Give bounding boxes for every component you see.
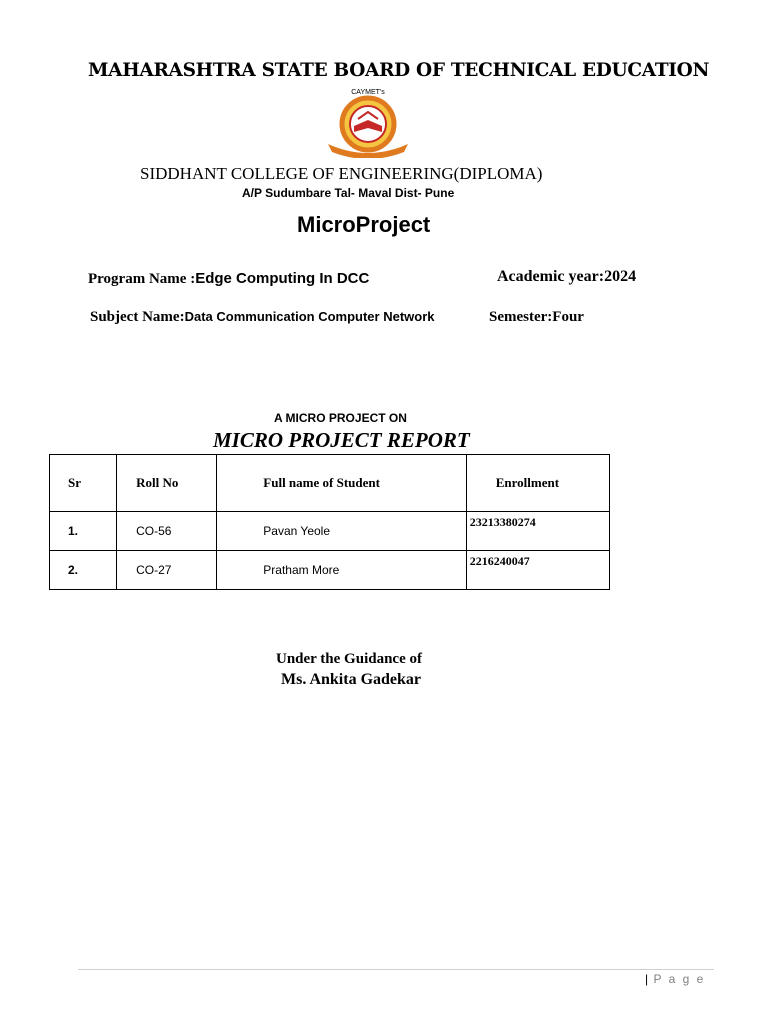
subject-name (90, 309, 435, 326)
cell-enrollment: 23213380274 (466, 512, 609, 551)
college-address: A/P Sudumbare Tal- Maval Dist- Pune (242, 186, 455, 200)
page-label: P a g e (653, 972, 706, 986)
header-enrollment: Enrollment (466, 455, 609, 512)
cell-full-name: Pratham More (217, 551, 466, 590)
report-title: MICRO PROJECT REPORT (213, 428, 470, 452)
subject-value: Data Communication Computer Network (184, 309, 435, 324)
cell-full-name: Pavan Yeole (217, 512, 466, 551)
cell-roll-no: CO-27 (117, 551, 217, 590)
table-row (50, 551, 610, 590)
report-pre-title: A MICRO PROJECT ON (274, 411, 407, 425)
header-sr: Sr (50, 455, 117, 512)
student-table (49, 454, 610, 590)
guide-name: Ms. Ankita Gadekar (281, 671, 422, 688)
cell-sr: 2. (50, 551, 117, 590)
header-full-name: Full name of Student (217, 455, 466, 512)
cell-roll-no: CO-56 (117, 512, 217, 551)
guidance-label: Under the Guidance of (276, 651, 422, 667)
table-header-row (50, 455, 610, 512)
table-row (50, 512, 610, 551)
subject-label: Subject Name: (90, 309, 185, 325)
college-logo (314, 86, 422, 158)
semester-label: Semester: (489, 309, 553, 325)
program-name (88, 270, 369, 288)
academic-value: 2024 (604, 268, 637, 285)
semester (489, 309, 584, 326)
header-roll-no: Roll No (117, 455, 217, 512)
academic-label: Academic year: (497, 268, 605, 285)
page-footer (645, 972, 705, 986)
college-name: SIDDHANT COLLEGE OF ENGINEERING(DIPLOMA) (140, 164, 543, 183)
footer-separator: | (645, 972, 649, 986)
academic-year (497, 268, 636, 286)
document-title: MicroProject (297, 212, 431, 237)
logo-caption: CAYMET's (351, 89, 385, 96)
semester-value: Four (552, 309, 584, 325)
cell-enrollment: 2216240047 (466, 551, 609, 590)
board-title: MAHARASHTRA STATE BOARD OF TECHNICAL EDUCATION (88, 60, 710, 81)
footer-divider (78, 969, 714, 970)
cell-sr: 1. (50, 512, 117, 551)
program-label: Program Name : (88, 271, 196, 287)
program-value: Edge Computing In DCC (195, 270, 370, 287)
